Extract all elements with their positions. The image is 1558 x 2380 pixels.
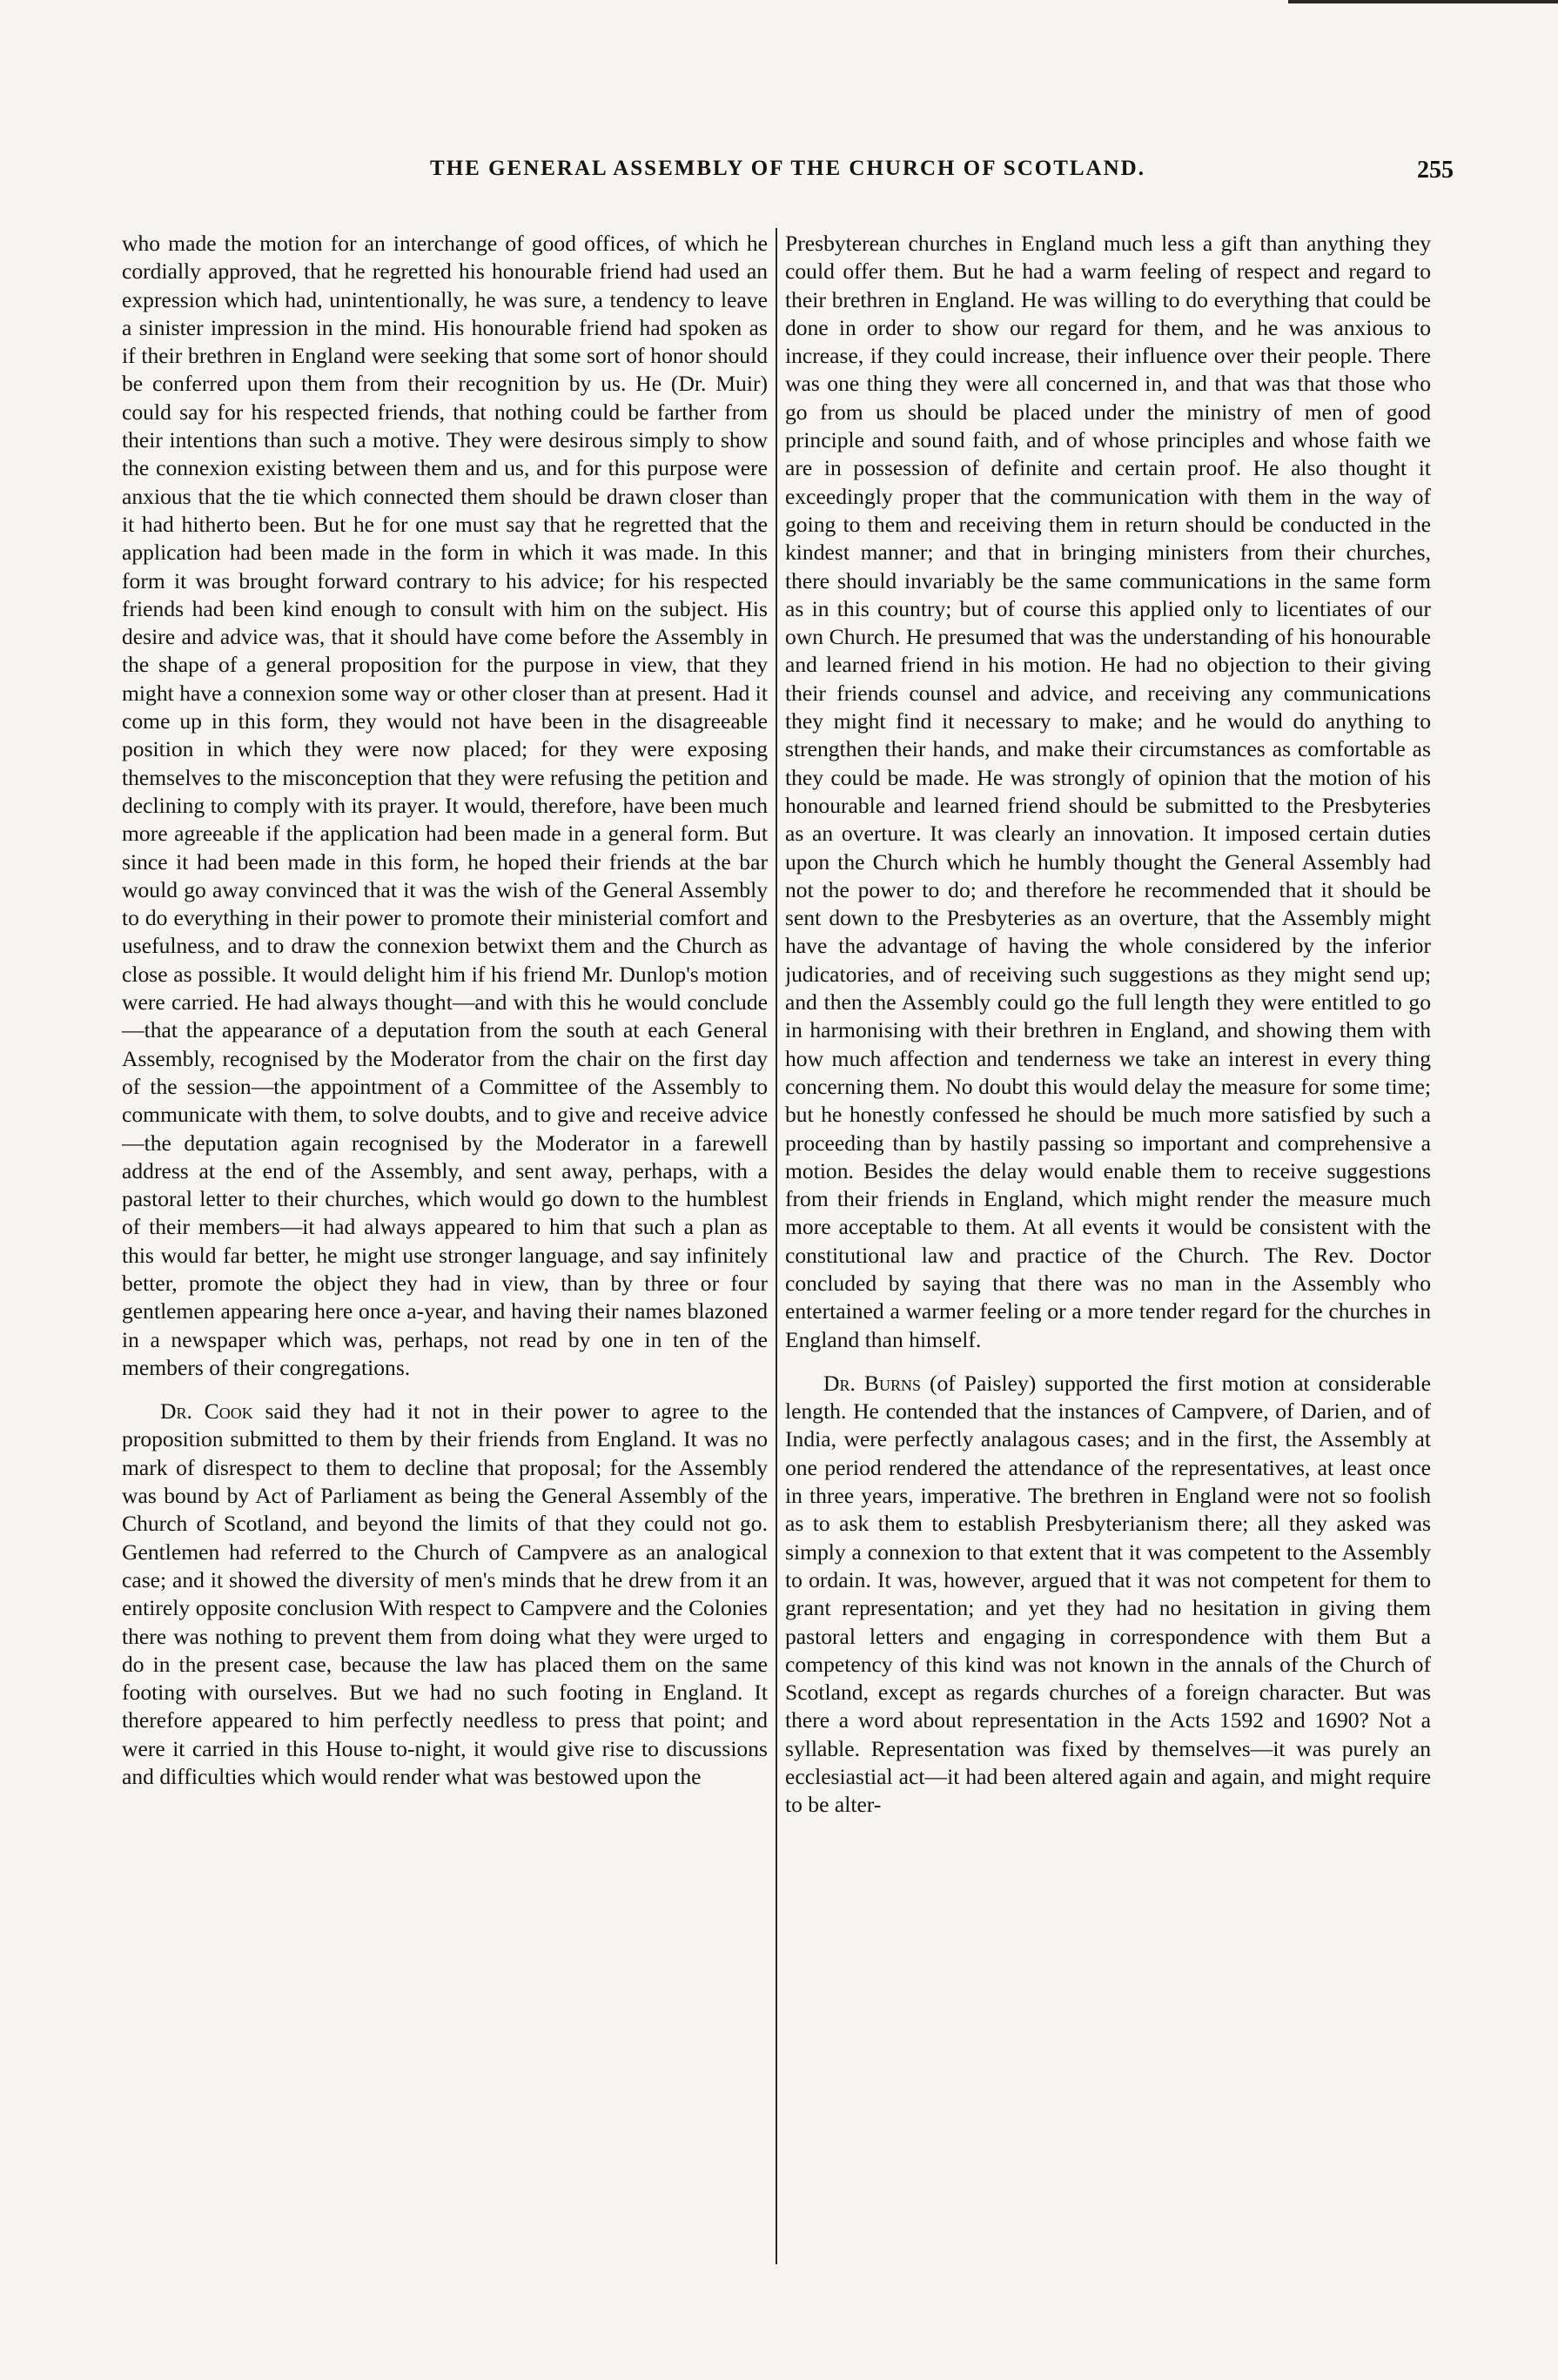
left-paragraph-1: who made the motion for an interchange of good offices, of which he cordially approved, that he regretted his honourable friend had used an expression which had, unintentionally, he was sure, a tendency to leave a sinister impression in the mind. His honourable friend had spoken as if their brethren in England were seeking that some sort of honor should be conferred upon them from their recognition by us. He (Dr. Muir) could say for his respected friends, that nothing could be farther from their intentions than such a motive. They were desirous simply to show the connexion existing between them and us, and for this purpose were anxious that the tie which connected them should be drawn closer than it had hitherto been. But he for one must say that he regretted that the application had been made in the form in which it was made. In this form it was brought forward contrary to his advice; for his respected friends had been kind enough to consult with him on the subject. His desire and advice was, that it should have come before the Assembly in the shape of a general proposition for the purpose in view, that they might have a connexion some way or other closer than at present. Had it come up in this form, they would not have been in the disagreeable position in which they were now placed; for they were exposing themselves to the misconception that they were refusing the petition and declining to comply with its prayer. It would, therefore, have been much more agreeable if the application had been made in a general form. But since it had been made in this form, he hoped their friends at the bar would go away convinced that it was the wish of the General Assembly to do everything in their power to promote their ministerial comfort and usefulness, and to draw the connexion betwixt them and the Church as close as possible. It would delight him if his friend Mr. Dunlop's motion were carried. He had always thought—and with this he would conclude—that the appearance of a deputation from the south at each General Assembly, recognised by the Moderator from the chair on the first day of the session—the appointment of a Committee of the Assembly to communicate with them, to solve doubts, and to give and receive advice—the deputation again recognised by the Moderator in a farewell address at the end of the Assembly, and sent away, perhaps, with a pastoral letter to their churches, which would go down to the humblest of their members—it had always appeared to him that such a plan as this would far better, he might use stronger language, and say infinitely better, promote the object they had in view, than by three or four gentlemen appearing here once a-year, and having their names blazoned in a newspaper which was, perhaps, not read by one in ten of the members of their congregations. xyxy=(122,231,768,1380)
page-header xyxy=(122,157,1454,200)
speaker-name: Dr. Burns xyxy=(823,1370,921,1396)
running-head: THE GENERAL ASSEMBLY OF THE CHURCH OF SCOTLAND. xyxy=(430,157,1145,180)
right-paragraph-2 xyxy=(785,1370,1431,1820)
left-paragraph-2 xyxy=(122,1398,768,1791)
left-paragraph-2-text: said they had it not in their power to agree to the proposition submitted to them by their friends from England. It was no mark of disrespect to them to decline that proposal; for the Assembly was bound by Act of Parliament as being the General Assembly of the Church of Scotland, and beyond the limits of that they could not go. Gentlemen had referred to the Church of Campvere as an analogical case; and it showed the diversity of men's minds that he drew from it an entirely opposite conclusion With respect to Campvere and the Colonies there was nothing to prevent them from doing what they were urged to do in the present case, because the law has placed them on the same footing with ourselves. But we had no such footing in England. It therefore appeared to him perfectly needless to press that point; and were it carried in this House to-night, it would give rise to discussions and difficulties which would render what was bestowed upon the xyxy=(122,1398,768,1790)
right-paragraph-2-text: (of Paisley) supported the first motion at considerable length. He contended that the instances of Campvere, of Darien, and of India, were perfectly analagous cases; and in the first, the Assembly at one period rendered the attendance of the representatives, at least once in three years, imperative. The brethren in England were not so foolish as to ask them to establish Presbyterianism there; all they asked was simply a connexion to that extent that it was competent to the Assembly to ordain. It was, however, argued that it was not competent for them to grant representation; and yet they had no hesitation in giving them pastoral letters and engaging in correspondence with them But a competency of this kind was not known in the annals of the Church of Scotland, except as regards churches of a foreign character. But was there a word about representation in the Acts 1592 and 1690? Not a syllable. Representation was fixed by themselves—it was purely an ecclesiastial act—it had been altered again and again, and might require to be alter- xyxy=(785,1370,1431,1818)
speaker-name: Dr. Cook xyxy=(160,1398,253,1425)
page-number: 255 xyxy=(1417,157,1454,184)
right-paragraph-1: Presbyterean churches in England much less a gift than anything they could offer them. But he had a warm feeling of respect and regard to their brethren in England. He was willing to do everything that could be done in order to show our regard for them, and he was anxious to increase, if they could increase, their influence over their people. There was one thing they were all concerned in, and that was that those who go from us should be placed under the ministry of men of good principle and sound faith, and of whose principles and whose faith we are in possession of definite and certain proof. He also thought it exceedingly proper that the communication with them in the way of going to them and receiving them in return should be conducted in the kindest manner; and that in bringing ministers from their churches, there should invariably be the same communications in the same form as in this country; but of course this applied only to licentiates of our own Church. He presumed that was the understanding of his honourable and learned friend in his motion. He had no objection to their giving their friends counsel and advice, and receiving any communications they might find it necessary to make; and he would do anything to strengthen their hands, and make their circumstances as comfortable as they could be made. He was strongly of opinion that the motion of his honourable and learned friend should be submitted to the Presbyteries as an overture. It was clearly an innovation. It imposed certain duties upon the Church which he humbly thought the General Assembly had not the power to do; and therefore he recommended that it should be sent down to the Presbyteries as an overture, that the Assembly might have the advantage of having the whole considered by the inferior judicatories, and of receiving such suggestions as they might send up; and then the Assembly could go the full length they were entitled to go in harmonising with their brethren in England, and showing them with how much affection and tenderness we take an interest in every thing concerning them. No doubt this would delay the measure for some time; but he honestly confessed he should be much more satisfied by such a proceeding than by hastily passing so important and comprehensive a motion. Besides the delay would enable them to receive suggestions from their friends in England, which might render the measure much more acceptable to them. At all events it would be consistent with the constitutional law and practice of the Church. The Rev. Doctor concluded by saying that there was no man in the Assembly who entertained a warmer feeling or a more tender regard for the churches in England than himself. xyxy=(785,231,1431,1352)
right-column xyxy=(785,230,1431,2292)
left-column xyxy=(122,230,768,2292)
column-divider xyxy=(776,228,777,2264)
top-edge-rule xyxy=(1288,0,1558,3)
